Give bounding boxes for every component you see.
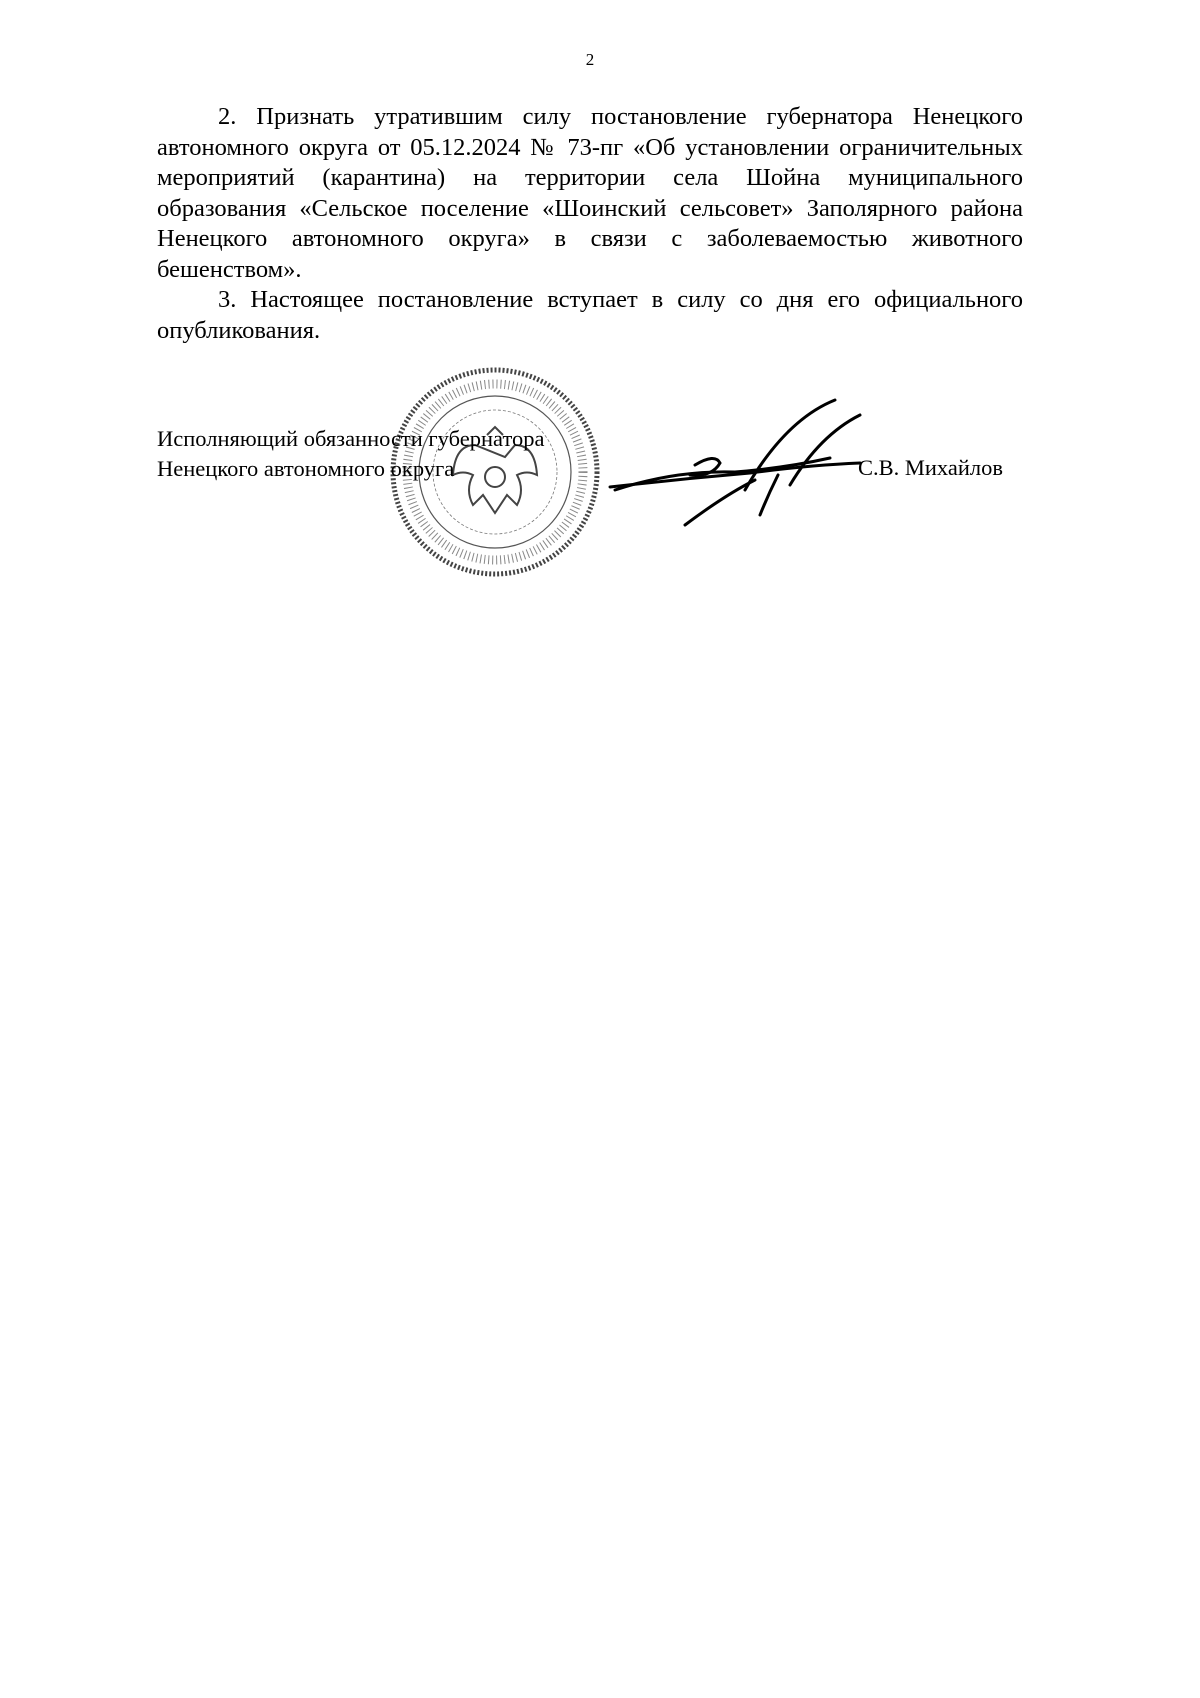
paragraph-2: 2. Признать утратившим силу постановление губернатора Ненецкого автономного округа от 05.12.2024 № 73-пг «Об установлении ограничительных мероприятий (карантина) на территории села Шойна муниципального образования «Сельское поселение «Шоинский сельсовет» Заполярного района Ненецкого автономного округа» в связи с заболеваемостью животного бешенством». — [157, 103, 1023, 283]
document-body — [157, 102, 1023, 346]
signature-position — [157, 424, 544, 484]
signer-position-line2: Ненецкого автономного округа — [157, 456, 455, 481]
page-number: 2 — [585, 50, 595, 69]
paragraph-3: 3. Настоящее постановление вступает в силу со дня его официального опубликования. — [157, 286, 1023, 344]
signer-position-line1: Исполняющий обязанности губернатора — [157, 426, 545, 451]
handwritten-signature — [600, 395, 880, 535]
signer-name: С.В. Михайлов — [858, 455, 1004, 480]
